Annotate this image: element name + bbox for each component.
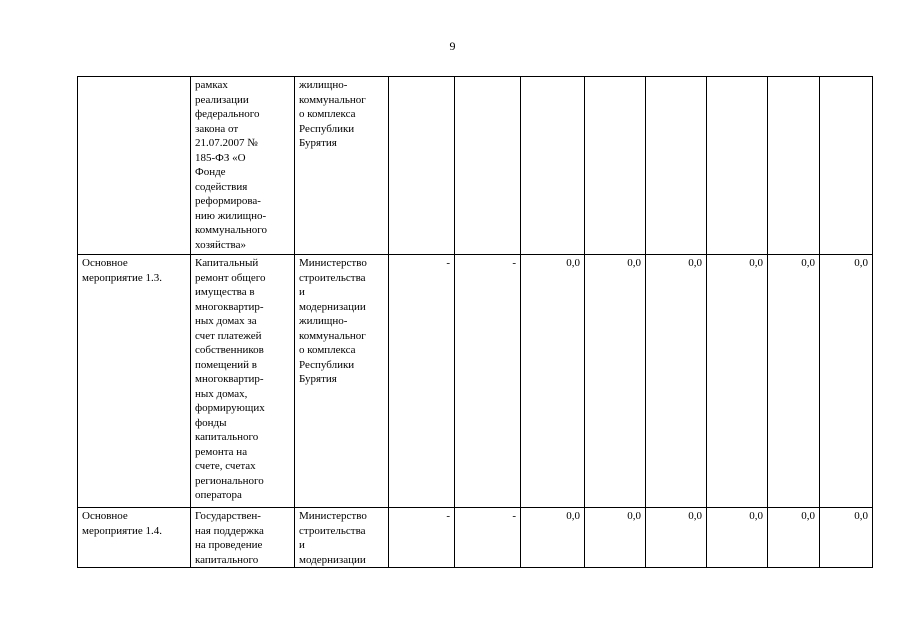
value-cell: - <box>455 508 521 568</box>
table-row <box>78 77 873 255</box>
value-cell: 0,0 <box>820 255 873 508</box>
table-row <box>78 255 873 508</box>
value-cell <box>820 77 873 255</box>
table-row <box>78 508 873 568</box>
value-cell <box>707 77 768 255</box>
measure-description-cell: Капитальный ремонт общего имущества в многоквартир- ных домах за счет платежей собственников помещений в многоквартир- ных домах, формирующих фонды капитального ремонта на счете, счетах регионального оператора <box>191 255 295 508</box>
measure-name-cell <box>78 77 191 255</box>
value-cell: - <box>389 255 455 508</box>
value-cell <box>646 77 707 255</box>
measure-name-cell: Основное мероприятие 1.4. <box>78 508 191 568</box>
value-cell <box>389 77 455 255</box>
value-cell <box>521 77 585 255</box>
value-cell: 0,0 <box>707 255 768 508</box>
value-cell <box>455 77 521 255</box>
value-cell <box>768 77 820 255</box>
value-cell: 0,0 <box>768 508 820 568</box>
value-cell: 0,0 <box>646 508 707 568</box>
value-cell: 0,0 <box>768 255 820 508</box>
value-cell <box>585 77 646 255</box>
value-cell: - <box>389 508 455 568</box>
measure-description-cell: Государствен- ная поддержка на проведение капитального <box>191 508 295 568</box>
value-cell: - <box>455 255 521 508</box>
value-cell: 0,0 <box>585 255 646 508</box>
program-table <box>77 76 873 568</box>
executor-cell: Министерство строительства и модернизации <box>295 508 389 568</box>
value-cell: 0,0 <box>521 508 585 568</box>
executor-cell: Министерство строительства и модернизации жилищно- коммунальног о комплекса Республики Бурятия <box>295 255 389 508</box>
value-cell: 0,0 <box>820 508 873 568</box>
value-cell: 0,0 <box>707 508 768 568</box>
value-cell: 0,0 <box>521 255 585 508</box>
executor-cell: жилищно- коммунальног о комплекса Республики Бурятия <box>295 77 389 255</box>
page-number: 9 <box>449 39 456 53</box>
value-cell: 0,0 <box>585 508 646 568</box>
measure-name-cell: Основное мероприятие 1.3. <box>78 255 191 508</box>
value-cell: 0,0 <box>646 255 707 508</box>
measure-description-cell: рамках реализации федерального закона от 21.07.2007 № 185-ФЗ «О Фонде содействия реформирова- нию жилищно- коммунального хозяйства» <box>191 77 295 255</box>
